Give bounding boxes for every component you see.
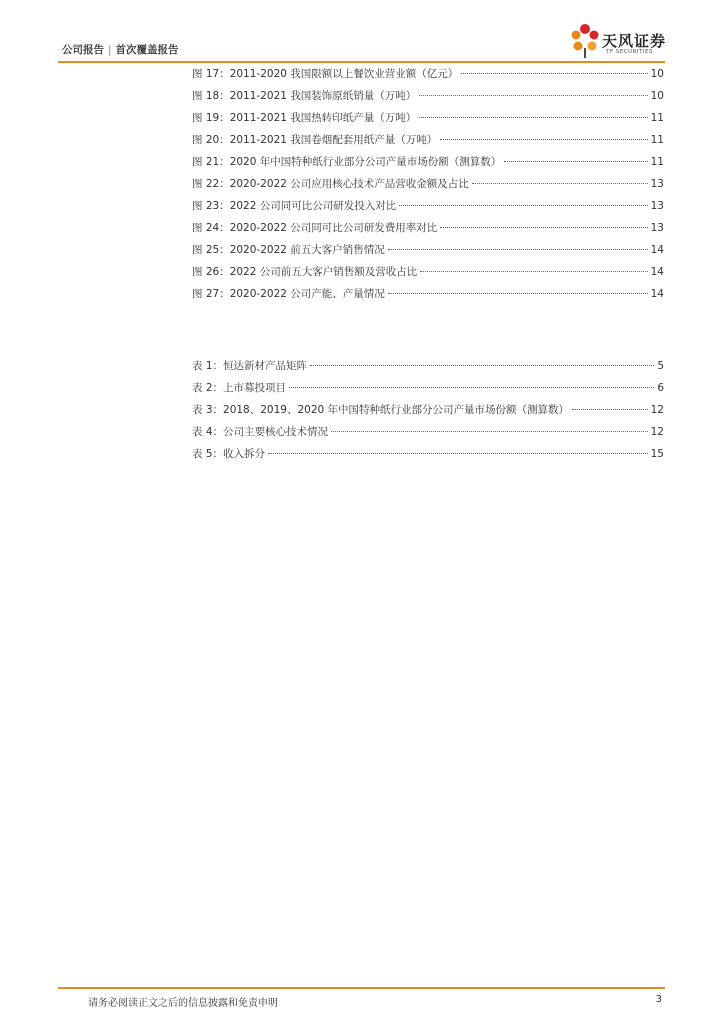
figure-entry[interactable] [192, 286, 664, 308]
dot-leader [472, 183, 648, 184]
figure-page-number: 11 [650, 134, 664, 146]
logo-subtext: TF SECURITIES [606, 49, 653, 55]
figure-title: 图 22：2020-2022 公司应用核心技术产品营收金额及占比 [192, 178, 469, 190]
figure-title: 图 26：2022 公司前五大客户销售额及营收占比 [192, 266, 418, 278]
page-number: 3 [655, 994, 662, 1005]
figure-title: 图 25：2020-2022 前五大客户销售情况 [192, 244, 385, 256]
dot-leader [420, 271, 647, 272]
header-separator: | [108, 44, 112, 56]
table-title: 表 5：收入拆分 [192, 448, 266, 460]
figure-title: 图 23：2022 公司同可比公司研发投入对比 [192, 200, 397, 212]
figure-entry[interactable] [192, 154, 664, 176]
figure-page-number: 14 [650, 244, 664, 256]
dot-leader [331, 431, 648, 432]
flower-logo-icon [568, 22, 602, 60]
table-entry[interactable] [192, 424, 664, 446]
figure-title: 图 21：2020 年中国特种纸行业部分公司产量市场份额（测算数） [192, 156, 502, 168]
dot-leader [572, 409, 648, 410]
table-entry[interactable] [192, 358, 664, 380]
figure-page-number: 11 [650, 156, 664, 168]
figure-entry[interactable] [192, 176, 664, 198]
table-page-number: 6 [657, 382, 664, 394]
figure-page-number: 13 [650, 222, 664, 234]
dot-leader [419, 95, 647, 96]
footer-rule [58, 987, 665, 989]
dot-leader [440, 139, 647, 140]
dot-leader [399, 205, 647, 206]
figure-page-number: 14 [650, 266, 664, 278]
header-rule [58, 61, 665, 63]
table-list [192, 358, 664, 468]
table-entry[interactable] [192, 446, 664, 468]
table-entry[interactable] [192, 402, 664, 424]
dot-leader [440, 227, 647, 228]
footer-disclaimer: 请务必阅读正文之后的信息披露和免责申明 [88, 998, 278, 1009]
figure-entry[interactable] [192, 66, 664, 88]
dot-leader [268, 453, 648, 454]
figure-title: 图 19：2011-2021 我国热转印纸产量（万吨） [192, 112, 417, 124]
figure-entry[interactable] [192, 242, 664, 264]
tf-securities-logo [568, 22, 678, 62]
table-page-number: 12 [650, 426, 664, 438]
table-title: 表 3：2018、2019、2020 年中国特种纸行业部分公司产量市场份额（测算数） [192, 404, 570, 416]
figure-page-number: 11 [650, 112, 664, 124]
figure-page-number: 14 [650, 288, 664, 300]
table-entry[interactable] [192, 380, 664, 402]
table-title: 表 1：恒达新材产品矩阵 [192, 360, 308, 372]
dot-leader [419, 117, 647, 118]
logo-text: 天风证券 [602, 32, 667, 50]
dot-leader [310, 365, 654, 366]
figure-title: 图 27：2020-2022 公司产能、产量情况 [192, 288, 385, 300]
dot-leader [504, 161, 647, 162]
table-page-number: 15 [650, 448, 664, 460]
report-header [62, 42, 179, 57]
figure-entry[interactable] [192, 132, 664, 154]
report-section-label: 公司报告 [62, 44, 104, 56]
dot-leader [461, 73, 647, 74]
figure-title: 图 18：2011-2021 我国装饰原纸销量（万吨） [192, 90, 417, 102]
figure-page-number: 10 [650, 68, 664, 80]
table-title: 表 4：公司主要核心技术情况 [192, 426, 329, 438]
table-page-number: 5 [657, 360, 664, 372]
figure-page-number: 10 [650, 90, 664, 102]
figure-entry[interactable] [192, 88, 664, 110]
figure-title: 图 17：2011-2020 我国限额以上餐饮业营业额（亿元） [192, 68, 459, 80]
figure-page-number: 13 [650, 178, 664, 190]
dot-leader [289, 387, 654, 388]
table-page-number: 12 [650, 404, 664, 416]
figure-page-number: 13 [650, 200, 664, 212]
figure-entry[interactable] [192, 198, 664, 220]
figure-entry[interactable] [192, 264, 664, 286]
dot-leader [388, 293, 648, 294]
table-title: 表 2：上市募投项目 [192, 382, 287, 394]
report-type-label: 首次覆盖报告 [115, 44, 179, 56]
figure-list [192, 66, 664, 308]
dot-leader [388, 249, 648, 250]
figure-entry[interactable] [192, 220, 664, 242]
figure-title: 图 24：2020-2022 公司同可比公司研发费用率对比 [192, 222, 438, 234]
figure-entry[interactable] [192, 110, 664, 132]
figure-title: 图 20：2011-2021 我国卷烟配套用纸产量（万吨） [192, 134, 438, 146]
